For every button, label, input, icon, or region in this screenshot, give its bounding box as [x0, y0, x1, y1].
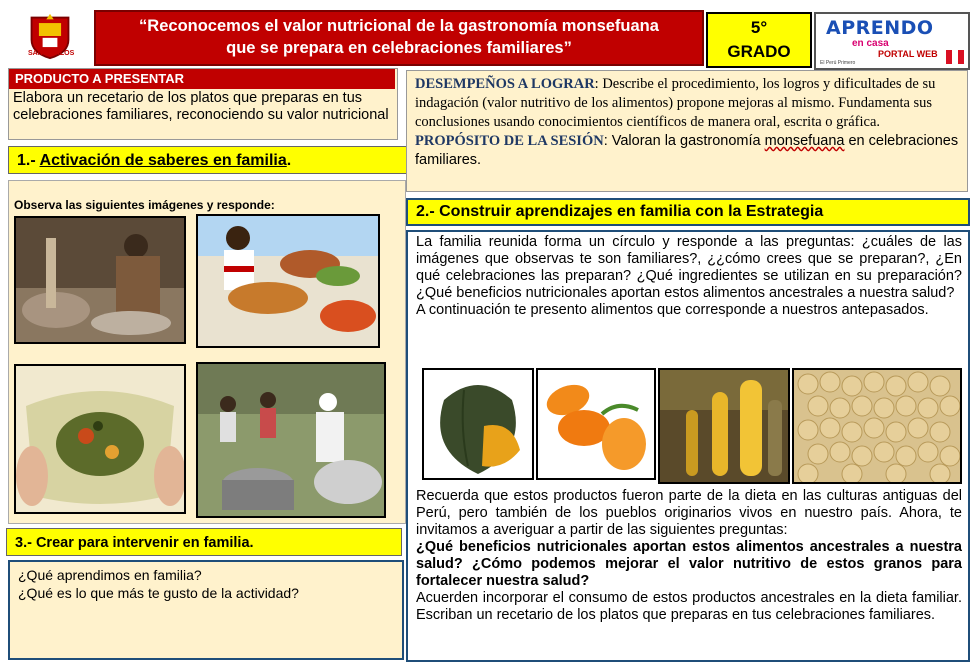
aprendo-portal: PORTAL WEB: [878, 49, 938, 59]
grade-number: 5°: [750, 18, 768, 37]
step3-heading: 3.- Crear para intervenir en familia.: [6, 528, 402, 556]
familia-paragraph-5: Acuerden incorporar el consumo de estos productos ancestrales en la dieta familiar. Escriban un recetario de los platos que preparas en tus celebraciones familiares.: [416, 590, 962, 623]
corn-icon: [660, 370, 788, 482]
photo-chickpeas: [792, 368, 962, 484]
desempenos-label: DESEMPEÑOS A LOGRAR: [415, 76, 595, 92]
familia-paragraph-3: Recuerda que estos productos fueron parte de la dieta en las culturas antiguas del Perú, pero también de los pueblos originarios vivos en nuestro país. Ahora, te invitamos a averiguar a partir de las siguientes preguntas:: [416, 488, 962, 538]
photo-grinding: [14, 216, 186, 344]
photo-community-cooking-image: [198, 364, 384, 516]
reflection-questions: [8, 560, 404, 660]
step1-heading: [8, 146, 408, 174]
grade-badge: [706, 12, 812, 68]
photo-corn: [658, 368, 790, 484]
producto-label: PRODUCTO A PRESENTAR: [9, 69, 395, 89]
photo-festival-food-image: [198, 216, 378, 346]
aprendo-sub: en casa: [852, 38, 889, 49]
photo-tamal-image: [16, 366, 184, 512]
photo-festival-food: [196, 214, 380, 348]
step1-title: Activación de saberes en familia: [39, 152, 287, 169]
proposito-text-b: monsefuana: [764, 133, 845, 149]
chickpeas-icon: [794, 370, 960, 482]
aprendo-en-casa-logo: [814, 12, 970, 70]
proposito-text-a: : Valoran la gastronomía: [603, 133, 765, 149]
desempenos-text: : Describe el procedimiento, los logros y dificultades de su indagación (valor nutritivo de los alimentos) propone mejoras al mismo. Fundamenta sus conclusiones usando conocimientos científicos de manera oral, escrita o gráfica.: [415, 76, 936, 130]
observa-instruction: Observa las siguientes imágenes y responde:: [14, 198, 275, 212]
school-crest-label: SAN CARLOS: [28, 50, 75, 57]
session-title: [94, 10, 704, 66]
proposito-text-c: en celebraciones familiares.: [415, 133, 959, 168]
squash-icon: [424, 370, 532, 478]
familia-closing: [416, 488, 962, 624]
photo-aji-pepper: [536, 368, 656, 480]
photo-community-cooking: [196, 362, 386, 518]
familia-paragraph-2: A continuación te presento alimentos que corresponde a nuestros antepasados.: [416, 302, 929, 318]
peru-flag-icon: [946, 50, 964, 64]
familia-intro: [416, 234, 962, 319]
grade-label: GRADO: [727, 42, 791, 61]
photo-squash: [422, 368, 534, 480]
producto-text: Elabora un recetario de los platos que preparas en tus celebraciones familiares, reconociendo su valor nutricional: [13, 90, 389, 123]
proposito-block: [415, 132, 959, 170]
school-crest: [10, 8, 90, 64]
session-title-line1: “Reconocemos el valor nutricional de la gastronomía monsefuana: [139, 17, 659, 35]
step1-suffix: .: [286, 152, 292, 169]
photo-tamal: [14, 364, 186, 514]
photo-grinding-image: [16, 218, 184, 342]
step1-prefix: 1.-: [17, 152, 40, 169]
session-title-line2: que se prepara en celebraciones familiares”: [226, 39, 572, 57]
reflection-question-2: ¿Qué es lo que más te gusto de la actividad?: [18, 585, 299, 601]
reflection-question-1: ¿Qué aprendimos en familia?: [18, 567, 202, 583]
producto-panel: [8, 68, 398, 140]
familia-paragraph-1: La familia reunida forma un círculo y responde a las preguntas: ¿cuáles de las imágenes que observas te son familiares?, ¿¿cómo crees que se preparan?, ¿En qué celebraciones las preparan? ¿Qué ingredientes se utilizan en su preparación? ¿Qué beneficios nutricionales aportan estos alimentos ancestrales a nuestra salud?: [416, 234, 962, 301]
proposito-label: PROPÓSITO DE LA SESIÓN: [415, 133, 604, 149]
aprendo-title: APRENDO: [826, 17, 934, 39]
aji-pepper-icon: [538, 370, 654, 478]
familia-paragraph-4: ¿Qué beneficios nutricionales aportan estos alimentos ancestrales a nuestra salud? ¿Cómo podemos mejorar el valor nutritivo de estos granos para fortalecer nuestra salud?: [416, 539, 962, 589]
step2-heading: 2.- Construir aprendizajes en familia con la Estrategia: [406, 198, 970, 226]
aprendo-footer: El Perú Primero: [820, 60, 856, 66]
desempenos-panel: [406, 70, 968, 192]
